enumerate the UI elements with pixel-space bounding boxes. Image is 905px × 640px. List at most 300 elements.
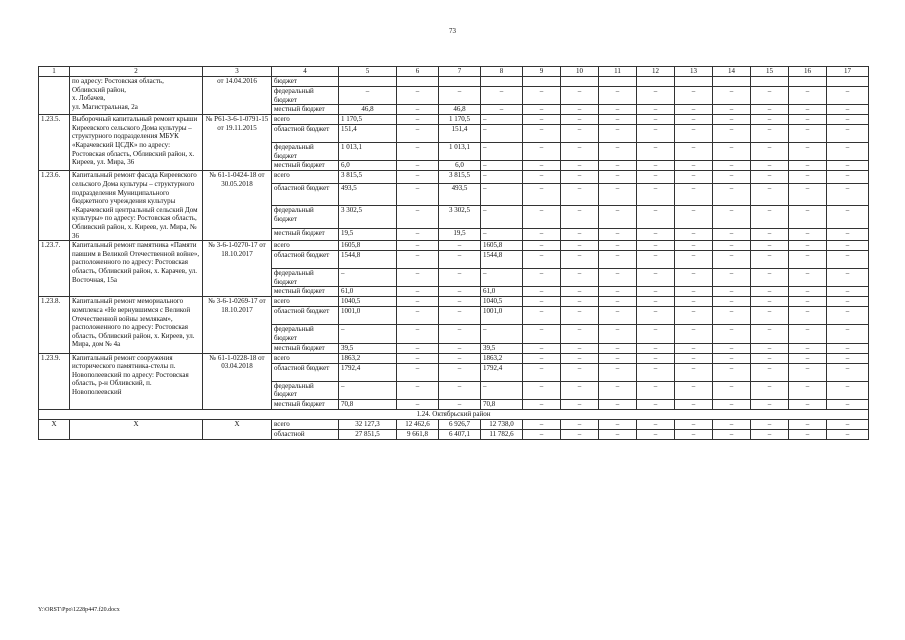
value-cell: –: [637, 419, 675, 429]
value-cell: –: [523, 115, 561, 125]
value-cell: –: [751, 381, 789, 399]
value-cell: –: [789, 419, 827, 429]
value-cell: –: [397, 105, 439, 115]
value-cell: –: [713, 87, 751, 105]
budget-label: областной бюджет: [272, 307, 339, 325]
value-cell: 27 851,5: [339, 429, 397, 439]
column-number: 10: [561, 67, 599, 77]
value-cell: –: [713, 251, 751, 269]
value-cell: –: [523, 343, 561, 353]
value-cell: –: [713, 399, 751, 409]
value-cell: –: [397, 241, 439, 251]
value-cell: –: [713, 241, 751, 251]
value-cell: –: [675, 353, 713, 363]
value-cell: –: [675, 228, 713, 240]
value-cell: –: [481, 206, 523, 229]
value-cell: 11 782,6: [481, 429, 523, 439]
value-cell: 1 013,1: [339, 143, 397, 161]
value-cell: 151,4: [439, 125, 481, 143]
value-cell: [827, 77, 869, 87]
value-cell: –: [523, 297, 561, 307]
budget-table: [38, 66, 869, 440]
value-cell: 6,0: [339, 161, 397, 171]
value-cell: 19,5: [439, 228, 481, 240]
value-cell: 19,5: [339, 228, 397, 240]
column-number: 1: [39, 67, 70, 77]
value-cell: –: [637, 353, 675, 363]
value-cell: –: [561, 105, 599, 115]
value-cell: –: [599, 429, 637, 439]
budget-label: всего: [272, 419, 339, 429]
value-cell: –: [439, 307, 481, 325]
table-row: [39, 297, 869, 307]
item-code: 1.23.9.: [39, 353, 70, 409]
budget-label: местный бюджет: [272, 161, 339, 171]
value-cell: –: [637, 307, 675, 325]
value-cell: –: [637, 381, 675, 399]
value-cell: 1040,5: [481, 297, 523, 307]
section-title: 1.24. Октябрьский район: [39, 409, 869, 419]
value-cell: –: [751, 228, 789, 240]
value-cell: –: [523, 251, 561, 269]
value-cell: –: [439, 381, 481, 399]
value-cell: –: [599, 297, 637, 307]
value-cell: 12 462,6: [397, 419, 439, 429]
value-cell: 493,5: [439, 183, 481, 205]
column-number: 8: [481, 67, 523, 77]
value-cell: –: [339, 87, 397, 105]
column-number: 11: [599, 67, 637, 77]
value-cell: –: [637, 228, 675, 240]
summary-document: Х: [203, 419, 272, 439]
value-cell: –: [637, 269, 675, 287]
value-cell: –: [481, 161, 523, 171]
item-document: № 3-6-1-0269-17 от 18.10.2017: [203, 297, 272, 353]
value-cell: –: [827, 251, 869, 269]
value-cell: –: [523, 143, 561, 161]
value-cell: 493,5: [339, 183, 397, 205]
value-cell: –: [675, 419, 713, 429]
value-cell: –: [481, 171, 523, 183]
value-cell: –: [397, 307, 439, 325]
column-number: 3: [203, 67, 272, 77]
value-cell: –: [637, 343, 675, 353]
value-cell: –: [599, 325, 637, 343]
value-cell: –: [561, 343, 599, 353]
value-cell: –: [827, 87, 869, 105]
value-cell: –: [637, 115, 675, 125]
value-cell: 1792,4: [481, 363, 523, 381]
value-cell: –: [827, 115, 869, 125]
value-cell: –: [561, 125, 599, 143]
value-cell: 1001,0: [481, 307, 523, 325]
value-cell: –: [751, 429, 789, 439]
value-cell: –: [637, 87, 675, 105]
value-cell: 1544,8: [339, 251, 397, 269]
value-cell: –: [523, 206, 561, 229]
value-cell: –: [751, 325, 789, 343]
value-cell: –: [751, 161, 789, 171]
value-cell: –: [397, 161, 439, 171]
value-cell: –: [789, 381, 827, 399]
budget-label: местный бюджет: [272, 343, 339, 353]
value-cell: –: [599, 307, 637, 325]
value-cell: –: [561, 228, 599, 240]
value-cell: –: [637, 325, 675, 343]
value-cell: –: [789, 353, 827, 363]
value-cell: –: [397, 297, 439, 307]
column-number: 15: [751, 67, 789, 77]
column-number-row: [39, 67, 869, 77]
value-cell: –: [523, 228, 561, 240]
value-cell: –: [751, 206, 789, 229]
value-cell: 1 013,1: [439, 143, 481, 161]
value-cell: 46,8: [439, 105, 481, 115]
value-cell: –: [751, 105, 789, 115]
value-cell: –: [523, 87, 561, 105]
value-cell: –: [751, 241, 789, 251]
value-cell: –: [713, 143, 751, 161]
value-cell: –: [827, 161, 869, 171]
value-cell: 6,0: [439, 161, 481, 171]
budget-label: областной бюджет: [272, 183, 339, 205]
value-cell: –: [599, 399, 637, 409]
value-cell: –: [713, 161, 751, 171]
value-cell: –: [523, 381, 561, 399]
value-cell: –: [599, 419, 637, 429]
value-cell: –: [827, 287, 869, 297]
value-cell: –: [713, 115, 751, 125]
value-cell: –: [397, 353, 439, 363]
summary-row: [39, 419, 869, 429]
value-cell: –: [339, 269, 397, 287]
value-cell: –: [397, 228, 439, 240]
value-cell: [523, 77, 561, 87]
value-cell: –: [481, 105, 523, 115]
value-cell: –: [397, 87, 439, 105]
column-number: 14: [713, 67, 751, 77]
page-number: 73: [449, 27, 456, 35]
value-cell: –: [713, 125, 751, 143]
value-cell: [713, 77, 751, 87]
value-cell: –: [713, 343, 751, 353]
value-cell: –: [675, 87, 713, 105]
value-cell: –: [561, 183, 599, 205]
value-cell: –: [751, 183, 789, 205]
value-cell: 151,4: [339, 125, 397, 143]
value-cell: –: [561, 419, 599, 429]
value-cell: [339, 77, 397, 87]
value-cell: –: [397, 269, 439, 287]
value-cell: –: [481, 381, 523, 399]
value-cell: –: [439, 269, 481, 287]
budget-label: федеральный бюджет: [272, 206, 339, 229]
value-cell: –: [713, 429, 751, 439]
value-cell: –: [675, 325, 713, 343]
address-line: по адресу: Ростовская область,: [72, 77, 164, 85]
value-cell: –: [751, 87, 789, 105]
value-cell: –: [637, 105, 675, 115]
value-cell: 70,8: [481, 399, 523, 409]
value-cell: –: [637, 287, 675, 297]
value-cell: –: [599, 363, 637, 381]
value-cell: 12 738,0: [481, 419, 523, 429]
value-cell: –: [599, 171, 637, 183]
item-document: № 3-6-1-0270-17 от 18.10.2017: [203, 241, 272, 297]
value-cell: –: [751, 171, 789, 183]
value-cell: –: [827, 325, 869, 343]
value-cell: [397, 77, 439, 87]
value-cell: –: [751, 143, 789, 161]
item-document: № Р61-3-6-1-0791-15 от 19.11.2015: [203, 115, 272, 171]
value-cell: –: [713, 105, 751, 115]
value-cell: –: [675, 115, 713, 125]
value-cell: –: [561, 115, 599, 125]
budget-label: местный бюджет: [272, 287, 339, 297]
value-cell: –: [675, 363, 713, 381]
value-cell: –: [675, 297, 713, 307]
column-number: 6: [397, 67, 439, 77]
value-cell: –: [713, 381, 751, 399]
value-cell: –: [751, 399, 789, 409]
value-cell: 61,0: [481, 287, 523, 297]
value-cell: –: [827, 206, 869, 229]
value-cell: 32 127,3: [339, 419, 397, 429]
value-cell: –: [439, 297, 481, 307]
value-cell: –: [397, 171, 439, 183]
value-cell: 9 661,8: [397, 429, 439, 439]
budget-label: всего: [272, 171, 339, 183]
value-cell: –: [751, 353, 789, 363]
value-cell: –: [637, 161, 675, 171]
value-cell: –: [789, 115, 827, 125]
value-cell: –: [439, 363, 481, 381]
value-cell: –: [637, 241, 675, 251]
value-cell: –: [713, 206, 751, 229]
value-cell: –: [523, 183, 561, 205]
value-cell: –: [789, 143, 827, 161]
value-cell: 1605,8: [481, 241, 523, 251]
value-cell: –: [523, 287, 561, 297]
value-cell: –: [599, 143, 637, 161]
value-cell: –: [751, 115, 789, 125]
value-cell: –: [397, 363, 439, 381]
column-number: 9: [523, 67, 561, 77]
value-cell: –: [675, 206, 713, 229]
value-cell: –: [561, 206, 599, 229]
value-cell: 1 170,5: [339, 115, 397, 125]
value-cell: 3 302,5: [439, 206, 481, 229]
item-name: Выборочный капитальный ремонт крыши Киреевского сельского Дома культуры – структурного подразделения МБУК «Карачевский ЦСДК» по адресу: Ростовская область, Обливский район, х. Киреев, ул. Мира, 36: [70, 115, 203, 171]
value-cell: –: [599, 269, 637, 287]
value-cell: –: [599, 343, 637, 353]
value-cell: –: [827, 419, 869, 429]
value-cell: –: [561, 363, 599, 381]
value-cell: –: [397, 251, 439, 269]
value-cell: –: [751, 343, 789, 353]
value-cell: –: [751, 307, 789, 325]
value-cell: –: [713, 353, 751, 363]
value-cell: 1 170,5: [439, 115, 481, 125]
table-row: [39, 171, 869, 183]
budget-label: всего: [272, 353, 339, 363]
value-cell: –: [599, 87, 637, 105]
value-cell: –: [713, 419, 751, 429]
value-cell: –: [481, 325, 523, 343]
value-cell: –: [397, 206, 439, 229]
value-cell: –: [481, 125, 523, 143]
value-cell: –: [827, 307, 869, 325]
budget-label: местный бюджет: [272, 105, 339, 115]
value-cell: –: [789, 171, 827, 183]
item-name: Капитальный ремонт фасада Киреевского сельского Дома культуры – структурного подразделения Муниципального бюджетного учреждения культуры «Карачевский центральный сельский Дом культуры» по адресу: Ростовская область, Обливский район, х. Киреев, ул. Мира, № 36: [70, 171, 203, 241]
value-cell: –: [561, 171, 599, 183]
budget-label: областной бюджет: [272, 125, 339, 143]
value-cell: –: [713, 287, 751, 297]
value-cell: –: [637, 429, 675, 439]
value-cell: –: [713, 269, 751, 287]
file-path: Y:\ORST\Ppo\1228p447.f20.docx: [38, 607, 120, 613]
column-number: 13: [675, 67, 713, 77]
item-name: Капитальный ремонт сооружения исторического памятника-стелы п. Новополеевский по адресу: Ростовская область, р-н Обливский, п. Новополеевский: [70, 353, 203, 409]
value-cell: –: [713, 297, 751, 307]
value-cell: –: [789, 297, 827, 307]
item-document: № 61-1-0424-18 от 30.05.2018: [203, 171, 272, 241]
value-cell: 1792,4: [339, 363, 397, 381]
summary-code: Х: [39, 419, 70, 439]
value-cell: –: [675, 105, 713, 115]
value-cell: –: [675, 125, 713, 143]
value-cell: –: [827, 228, 869, 240]
value-cell: –: [439, 353, 481, 363]
value-cell: –: [637, 143, 675, 161]
value-cell: –: [789, 343, 827, 353]
value-cell: –: [675, 241, 713, 251]
value-cell: –: [713, 183, 751, 205]
value-cell: 46,8: [339, 105, 397, 115]
value-cell: 3 815,5: [439, 171, 481, 183]
item-code: 1.23.7.: [39, 241, 70, 297]
value-cell: –: [599, 105, 637, 115]
value-cell: –: [397, 115, 439, 125]
value-cell: –: [397, 183, 439, 205]
value-cell: –: [481, 115, 523, 125]
value-cell: 3 302,5: [339, 206, 397, 229]
value-cell: [439, 77, 481, 87]
value-cell: –: [439, 287, 481, 297]
value-cell: –: [751, 269, 789, 287]
value-cell: –: [523, 363, 561, 381]
value-cell: –: [561, 381, 599, 399]
value-cell: –: [439, 325, 481, 343]
value-cell: 1001,0: [339, 307, 397, 325]
value-cell: –: [561, 269, 599, 287]
value-cell: –: [599, 125, 637, 143]
address-line: х. Лобачев,: [72, 94, 106, 103]
item-document: № 61-1-0228-18 от 03.04.2018: [203, 353, 272, 409]
value-cell: [789, 77, 827, 87]
value-cell: –: [751, 297, 789, 307]
value-cell: –: [827, 381, 869, 399]
value-cell: –: [827, 353, 869, 363]
budget-label: всего: [272, 115, 339, 125]
summary-name: Х: [70, 419, 203, 439]
value-cell: –: [523, 353, 561, 363]
value-cell: –: [637, 183, 675, 205]
item-name: Капитальный ремонт памятника «Памяти павшим в Великой Отечественной войне», расположенного по адресу: Ростовская область, Обливский район, х. Карачев, ул. Восточная, 15а: [70, 241, 203, 297]
budget-label: федеральный бюджет: [272, 325, 339, 343]
value-cell: –: [561, 325, 599, 343]
value-cell: [599, 77, 637, 87]
value-cell: –: [675, 143, 713, 161]
item-code: [39, 77, 70, 115]
value-cell: –: [561, 87, 599, 105]
value-cell: –: [751, 363, 789, 381]
budget-label: областной бюджет: [272, 363, 339, 381]
value-cell: 1544,8: [481, 251, 523, 269]
value-cell: 1605,8: [339, 241, 397, 251]
value-cell: –: [751, 125, 789, 143]
value-cell: –: [827, 183, 869, 205]
value-cell: 6 407,1: [439, 429, 481, 439]
value-cell: –: [713, 307, 751, 325]
value-cell: –: [789, 307, 827, 325]
table-row: [39, 77, 869, 87]
budget-label: федеральный бюджет: [272, 269, 339, 287]
value-cell: 1040,5: [339, 297, 397, 307]
value-cell: –: [439, 251, 481, 269]
value-cell: –: [827, 343, 869, 353]
column-number: 12: [637, 67, 675, 77]
value-cell: [637, 77, 675, 87]
value-cell: –: [637, 399, 675, 409]
budget-label: всего: [272, 297, 339, 307]
value-cell: –: [713, 171, 751, 183]
value-cell: –: [675, 161, 713, 171]
value-cell: 39,5: [339, 343, 397, 353]
column-number: 17: [827, 67, 869, 77]
value-cell: 6 926,7: [439, 419, 481, 429]
value-cell: –: [675, 183, 713, 205]
item-document: от 14.04.2016: [203, 77, 272, 115]
value-cell: –: [827, 171, 869, 183]
budget-label: местный бюджет: [272, 228, 339, 240]
value-cell: –: [713, 325, 751, 343]
value-cell: –: [599, 115, 637, 125]
value-cell: –: [637, 206, 675, 229]
value-cell: –: [751, 251, 789, 269]
value-cell: [561, 77, 599, 87]
value-cell: –: [481, 143, 523, 161]
value-cell: –: [599, 228, 637, 240]
value-cell: –: [561, 297, 599, 307]
value-cell: –: [675, 269, 713, 287]
value-cell: –: [789, 228, 827, 240]
value-cell: –: [599, 287, 637, 297]
value-cell: 61,0: [339, 287, 397, 297]
value-cell: –: [561, 251, 599, 269]
value-cell: –: [397, 125, 439, 143]
value-cell: –: [789, 206, 827, 229]
value-cell: [751, 77, 789, 87]
value-cell: –: [561, 429, 599, 439]
value-cell: –: [637, 297, 675, 307]
budget-label: бюджет: [272, 77, 339, 87]
column-number: 4: [272, 67, 339, 77]
value-cell: –: [751, 287, 789, 297]
value-cell: –: [675, 307, 713, 325]
value-cell: –: [481, 87, 523, 105]
